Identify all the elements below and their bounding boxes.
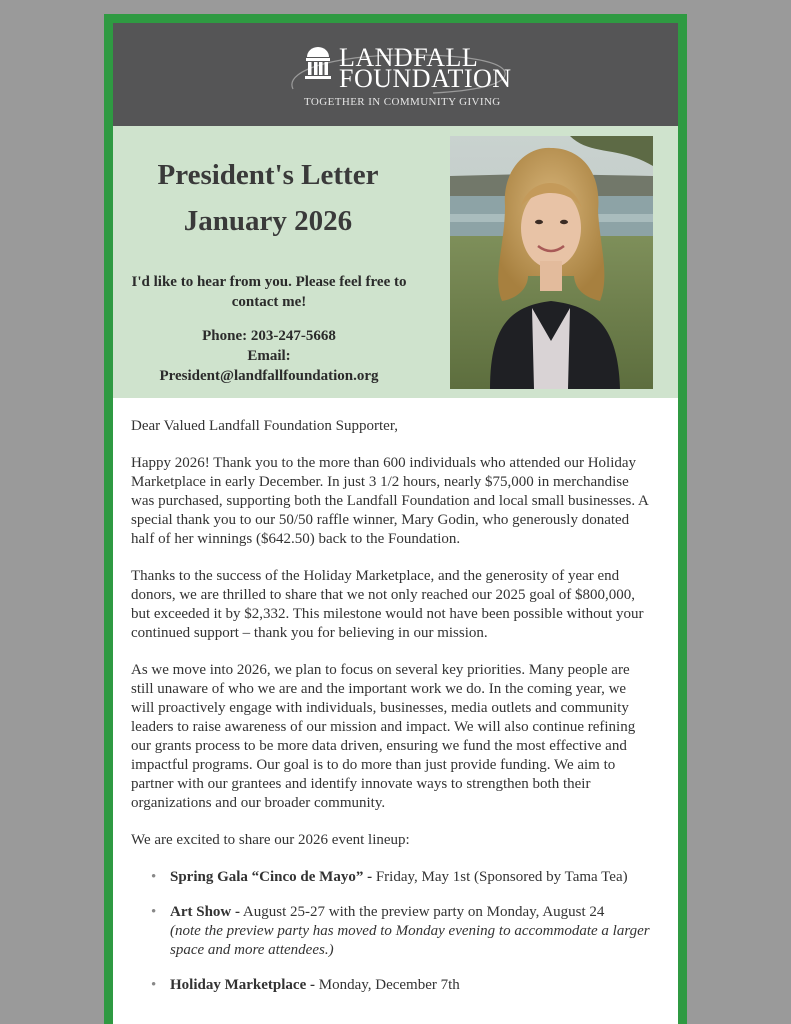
bullet-icon: • bbox=[151, 977, 157, 993]
bullet-icon: • bbox=[151, 869, 157, 885]
president-portrait-image bbox=[450, 136, 653, 389]
logo-tagline: TOGETHER IN COMMUNITY GIVING bbox=[304, 96, 501, 108]
events-intro: We are excited to share our 2026 event lineup: bbox=[131, 832, 410, 848]
event-note: (note the preview party has moved to Monday evening to accommodate a larger space and more attendees.) bbox=[170, 923, 650, 958]
phone-number[interactable]: Phone: 203-247-5668 bbox=[202, 328, 336, 344]
list-item bbox=[131, 903, 652, 960]
event-name: Spring Gala “Cinco de Mayo” - bbox=[170, 869, 373, 885]
page-title bbox=[113, 152, 423, 244]
contact-info bbox=[129, 326, 409, 386]
paragraph-2: Thanks to the success of the Holiday Marketplace, and the generosity of year end donors, we are thrilled to share that we not only reached our 2025 goal of $800,000, but exceeded it by $2,332. This milestone would not have been possible without your continued support – thank you for believing in our mission. bbox=[131, 568, 644, 641]
event-name: Holiday Marketplace - bbox=[170, 977, 315, 993]
newsletter-frame bbox=[104, 14, 687, 1024]
event-detail: Friday, May 1st (Sponsored by Tama Tea) bbox=[372, 869, 628, 885]
paragraph-3: As we move into 2026, we plan to focus on several key priorities. Many people are still unaware of who we are and the important work we do. In the coming year, we will proactively engage with individuals, businesses, media outlets and community leaders to raise awareness of our mission and impact. We will also continue refining our grants process to be more data driven, ensuring we fund the most effective and impactful programs. Our goal is to do more than just provide funding. We aim to partner with our grantees and identify innovate ways to strengthen both their organizations and our broader community. bbox=[131, 662, 636, 811]
event-detail: August 25-27 with the preview party on Monday, August 24 bbox=[240, 904, 605, 920]
bullet-icon: • bbox=[151, 904, 157, 920]
contact-intro: I'd like to hear from you. Please feel free to contact me! bbox=[131, 274, 407, 310]
presidents-banner bbox=[113, 126, 678, 398]
title-line-2: January 2026 bbox=[183, 205, 353, 237]
email-link[interactable]: President@landfallfoundation.org bbox=[159, 368, 379, 384]
list-item bbox=[131, 976, 652, 995]
president-photo bbox=[450, 136, 653, 389]
title-line-1: President's Letter bbox=[157, 159, 379, 191]
banner-text bbox=[113, 126, 423, 398]
column-building-icon bbox=[303, 45, 333, 81]
landfall-logo[interactable] bbox=[283, 35, 523, 125]
letter-body bbox=[113, 398, 678, 995]
paragraph-1: Happy 2026! Thank you to the more than 600 individuals who attended our Holiday Marketplace in early December. In just 3 1/2 hours, nearly $75,000 in merchandise was purchased, supporting both the Landfall Foundation and local small businesses. A special thank you to our 50/50 raffle winner, Mary Godin, who generously donated half of her winnings ($642.50) back to the Foundation. bbox=[131, 455, 649, 547]
event-detail: Monday, December 7th bbox=[314, 977, 460, 993]
salutation: Dear Valued Landfall Foundation Supporter, bbox=[131, 418, 398, 434]
events-list bbox=[131, 868, 652, 995]
logo-wordmark bbox=[339, 43, 512, 93]
email-label: Email: bbox=[247, 348, 291, 364]
newsletter-content bbox=[113, 23, 678, 1024]
logo-line-1: LANDFALL bbox=[339, 43, 479, 72]
logo-line-2: FOUNDATION bbox=[339, 64, 512, 93]
event-name: Art Show - bbox=[170, 904, 240, 920]
header bbox=[113, 23, 678, 126]
list-item bbox=[131, 868, 652, 887]
